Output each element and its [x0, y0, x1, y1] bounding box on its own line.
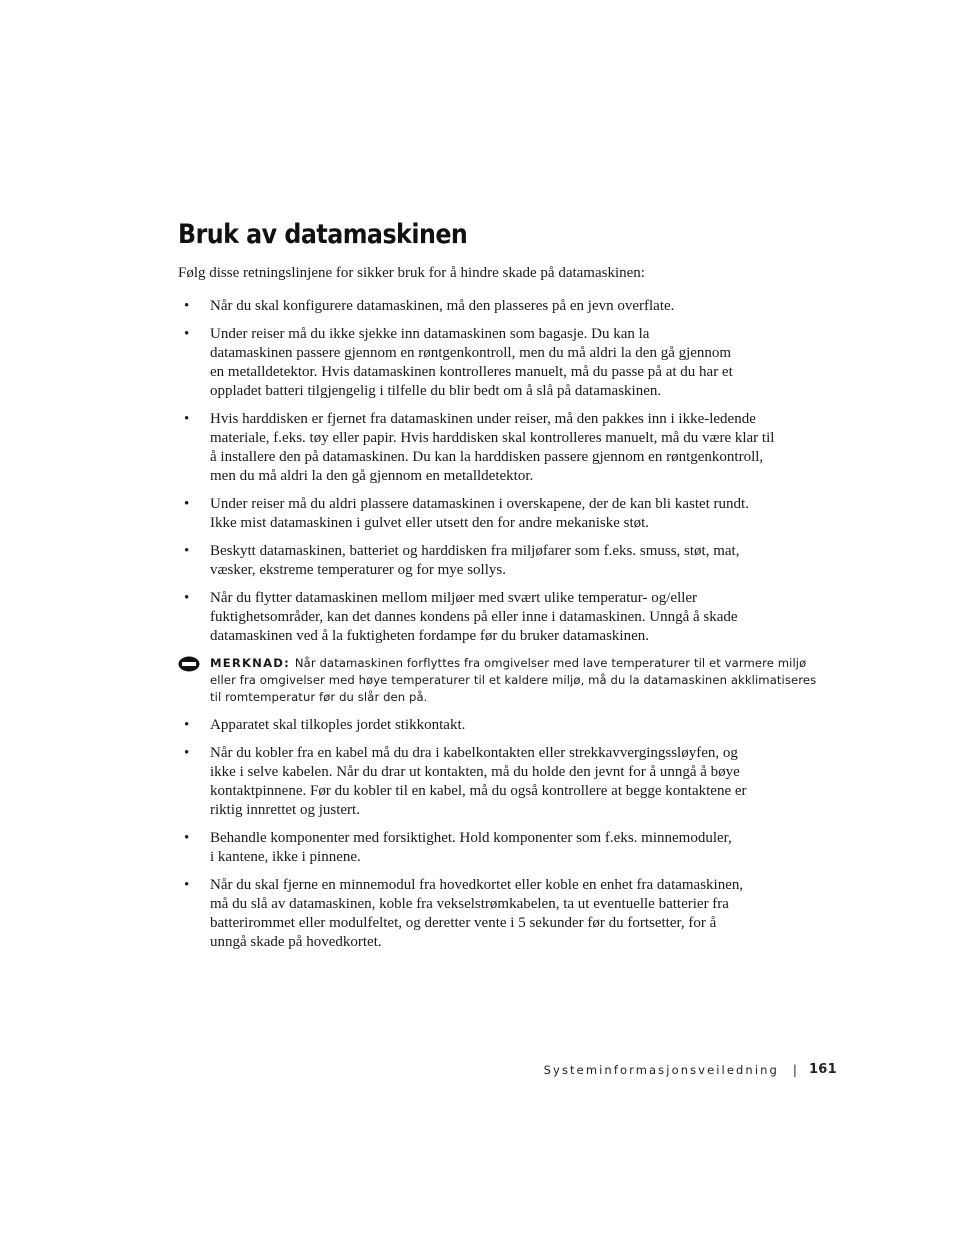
- list-item-text: Når du kobler fra en kabel må du dra i kabelkontakten eller strekkavvergingssløyfen, og ikke i selve kabelen. Når du drar ut kontakten, må du holde den jevnt for å unngå å bøye kontaktpinnene. Før du kobler til en kabel, må du også kontrollere at begge kontaktene er riktig innrettet og justert.: [210, 745, 747, 818]
- list-item: [178, 410, 818, 486]
- page-footer: [544, 1062, 837, 1077]
- bullet-marker: •: [184, 543, 190, 559]
- page-title: Bruk av datamaskinen: [178, 219, 468, 250]
- bullet-marker: •: [184, 877, 190, 893]
- bullet-marker: •: [184, 326, 190, 342]
- guideline-list: [178, 297, 818, 961]
- list-item-text: Behandle komponenter med forsiktighet. Hold komponenter som f.eks. minnemoduler, i kantene, ikke i pinnene.: [210, 830, 732, 865]
- list-item-text: Under reiser må du ikke sjekke inn datamaskinen som bagasje. Du kan la datamaskinen passere gjennom en røntgenkontroll, men du må aldri la den gå gjennom en metalldetektor. Hvis datamaskinen kontrolleres manuelt, må du passe på at du har et oppladet batteri tilgjengelig i tilfelle du blir bedt om å slå på datamaskinen.: [210, 326, 733, 399]
- list-item-text: Under reiser må du aldri plassere datamaskinen i overskapene, der de kan bli kastet rundt. Ikke mist datamaskinen i gulvet eller utsett den for andre mekaniske støt.: [210, 496, 749, 531]
- list-item: [178, 716, 818, 735]
- bullet-marker: •: [184, 298, 190, 314]
- bullet-marker: •: [184, 590, 190, 606]
- bullet-marker: •: [184, 830, 190, 846]
- list-item-text: Apparatet skal tilkoples jordet stikkontakt.: [210, 717, 466, 733]
- notice-label: MERKNAD:: [210, 656, 290, 670]
- notice-icon: [178, 656, 200, 672]
- footer-doc-title: Systeminformasjonsveiledning: [543, 1062, 779, 1077]
- bullet-marker: •: [184, 411, 190, 427]
- page-number: 161: [808, 1062, 837, 1077]
- notice-text: Når datamaskinen forflyttes fra omgivelser med lave temperaturer til et varmere miljø eller fra omgivelser med høye temperaturer til et kaldere miljø, må du la datamaskinen akklimatiseres til romtemperatur før du slår den på.: [210, 656, 817, 704]
- bullet-marker: •: [184, 745, 190, 761]
- notice-box: [178, 655, 818, 706]
- footer-separator: |: [792, 1062, 797, 1077]
- bullet-marker: •: [184, 496, 190, 512]
- bullet-marker: •: [184, 717, 190, 733]
- list-item-text: Når du skal fjerne en minnemodul fra hovedkortet eller koble en enhet fra datamaskinen, må du slå av datamaskinen, koble fra vekselstrømkabelen, ta ut eventuelle batterier fra batterirommet eller modulfeltet, og deretter vente i 5 sekunder før du fortsetter, for å unngå skade på hovedkortet.: [210, 877, 744, 950]
- intro-paragraph: Følg disse retningslinjene for sikker bruk for å hindre skade på datamaskinen:: [178, 265, 645, 281]
- list-item: [178, 542, 818, 580]
- list-item-text: Hvis harddisken er fjernet fra datamaskinen under reiser, må den pakkes inn i ikke-ledende materiale, f.eks. tøy eller papir. Hvis harddisken skal kontrolleres manuelt, må du være klar til å installere den på datamaskinen. Du kan la harddisken passere gjennom en røntgenkontroll, men du må aldri la den gå gjennom en metalldetektor.: [210, 411, 775, 484]
- list-item-text: Når du flytter datamaskinen mellom miljøer med svært ulike temperatur- og/eller fuktighetsområder, kan det dannes kondens på eller inne i datamaskinen. Unngå å skade datamaskinen ved å la fuktigheten fordampe før du bruker datamaskinen.: [210, 590, 738, 644]
- list-item: [178, 829, 818, 867]
- list-item-text: Når du skal konfigurere datamaskinen, må den plasseres på en jevn overflate.: [210, 298, 675, 314]
- list-item: [178, 744, 818, 820]
- list-item-text: Beskytt datamaskinen, batteriet og harddisken fra miljøfarer som f.eks. smuss, støt, mat, væsker, ekstreme temperaturer og for mye sollys.: [210, 543, 740, 578]
- list-item: [178, 589, 818, 646]
- list-item: [178, 325, 818, 401]
- list-item: [178, 495, 818, 533]
- list-item: [178, 297, 818, 316]
- list-item: [178, 876, 818, 952]
